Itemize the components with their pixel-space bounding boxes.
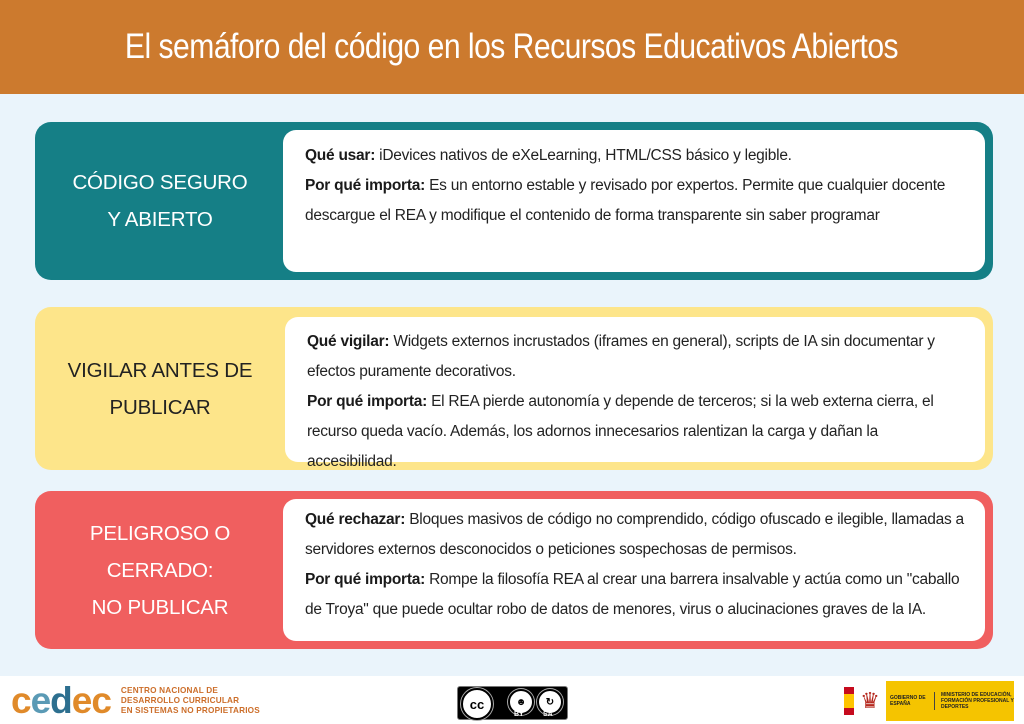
cc-license-badge — [457, 686, 568, 720]
what-key: Qué usar: — [305, 147, 376, 164]
why-key: Por qué importa: — [305, 571, 426, 588]
why-text: El REA pierde autonomía y depende de terceros; si la web externa cierra, el recurso queda vacío. Además, los adornos innecesarios ralentizan la carga y dañan la accesibilidad. — [307, 393, 934, 470]
what-text: iDevices nativos de eXeLearning, HTML/CSS básico y legible. — [375, 147, 792, 164]
card-label: VIGILAR ANTES DE PUBLICAR — [67, 358, 253, 419]
card-text-box — [283, 130, 985, 272]
footer — [0, 676, 1024, 724]
card-dangerous-code — [35, 491, 993, 649]
gobierno-label: GOBIERNO DE ESPAÑA — [890, 695, 926, 707]
card-label: CÓDIGO SEGURO Y ABIERTO — [72, 171, 248, 231]
card-text-box — [285, 317, 985, 470]
what-key: Qué vigilar: — [307, 333, 390, 350]
what-text: Widgets externos incrustados (iframes en general), scripts de IA sin documentar y efectos puramente decorativos. — [307, 333, 935, 380]
card-label: PELIGROSO O CERRADO: NO PUBLICAR — [89, 521, 231, 619]
cedec-logo — [11, 680, 260, 721]
why-text: Es un entorno estable y revisado por expertos. Permite que cualquier docente descargue el REA y modifique el contenido de forma transparente sin saber programar — [305, 177, 946, 224]
title-banner — [0, 0, 1024, 94]
why-text: Rompe la filosofía REA al crear una barrera insalvable y actúa como un "caballo de Troya" que puede ocultar robo de datos de menores, virus o alucinaciones graves de la IA. — [305, 571, 960, 618]
by-label: BY — [514, 711, 524, 718]
by-icon: ☻ — [508, 689, 534, 715]
card-watch-before-publish — [35, 307, 993, 470]
cedec-name: CENTRO NACIONAL DE DESARROLLO CURRICULAR EN SISTEMAS NO PROPIETARIOS — [120, 686, 260, 715]
why-key: Por qué importa: — [305, 177, 426, 194]
what-key: Qué rechazar: — [305, 511, 406, 528]
card-text-box — [283, 499, 985, 641]
sa-icon: ↻ — [537, 689, 563, 715]
sa-label: SA — [543, 711, 553, 718]
cc-icon: cc — [461, 688, 493, 720]
content-area — [0, 94, 1024, 676]
spain-flag-icon — [840, 681, 886, 721]
cedec-wordmark: cedec — [11, 680, 111, 721]
why-key: Por qué importa: — [307, 393, 428, 410]
page-title: El semáforo del código en los Recursos Educativos Abiertos — [125, 27, 899, 66]
what-text: Bloques masivos de código no comprendido, código ofuscado e ilegible, llamadas a servidores externos desconocidos o peticiones sospechosas de permisos. — [305, 511, 964, 558]
ministerio-label: MINISTERIO DE EDUCACIÓN, FORMACIÓN PROFESIONAL Y DEPORTES — [934, 692, 1014, 710]
coat-of-arms-icon: ♛ — [860, 688, 880, 713]
ministry-logo — [840, 681, 1014, 721]
card-safe-code — [35, 122, 993, 280]
